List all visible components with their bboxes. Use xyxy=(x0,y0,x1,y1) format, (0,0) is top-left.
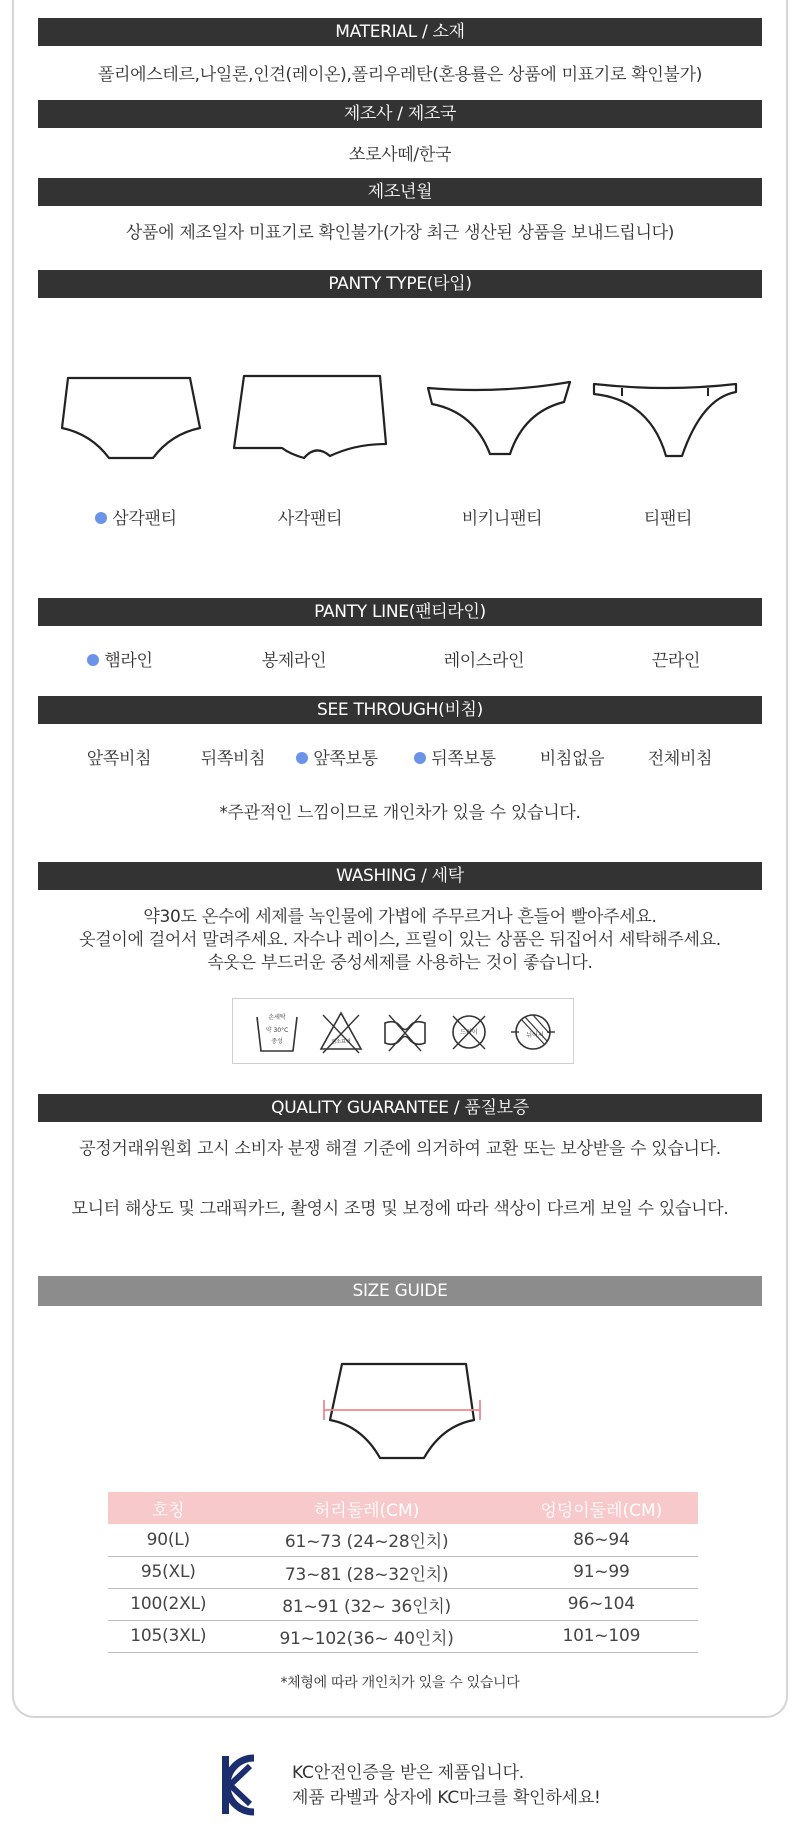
hand-wash-temp: 약 30°C xyxy=(265,1027,289,1034)
see-through-option-front: 앞쪽비침 xyxy=(86,749,152,769)
hip-cell: 86~94 xyxy=(505,1524,698,1556)
no-dry-clean-label: 드라이 xyxy=(460,1029,478,1036)
hip-cell: 101~109 xyxy=(505,1620,698,1652)
size-table-header-hip: 엉덩이둘레(CM) xyxy=(505,1492,698,1524)
panty-type-option-t-back: 티팬티 xyxy=(643,509,693,529)
washing-line-2: 옷걸이에 걸어서 말려주세요. 자수나 레이스, 프릴이 있는 상품은 뒤집어서 세탁해주세요. xyxy=(79,930,721,950)
size-cell: 95(XL) xyxy=(108,1556,229,1588)
material-header: MATERIAL / 소재 xyxy=(38,18,762,46)
panty-line-option-hem: 햄라인 xyxy=(60,646,180,671)
see-through-note: *주관적인 느낌이므로 개인차가 있을 수 있습니다. xyxy=(219,803,581,823)
no-bleach-label: 염소표백 xyxy=(331,1039,351,1045)
panty-line-option-lace: 레이스라인 xyxy=(443,651,525,671)
manufacture-date-text: 상품에 제조일자 미표기로 확인불가(가장 최근 생산된 상품을 보내드립니다) xyxy=(125,223,675,243)
size-cell: 100(2XL) xyxy=(108,1588,229,1620)
panty-type-header: PANTY TYPE(타입) xyxy=(38,270,762,298)
size-guide-header: SIZE GUIDE xyxy=(38,1276,762,1306)
no-wring-icon xyxy=(381,1009,429,1055)
size-table-header-waist: 허리둘레(CM) xyxy=(229,1492,505,1524)
boxer-panty-icon xyxy=(230,372,390,464)
kc-line-1: KC안전인증을 받은 제품입니다. xyxy=(292,1763,524,1783)
size-measure-illustration xyxy=(318,1360,486,1464)
brief-panty-icon xyxy=(56,372,206,462)
waist-cell: 81~91 (32~ 36인치) xyxy=(229,1588,505,1620)
hand-wash-label: 손세탁 xyxy=(268,1014,286,1021)
t-back-panty-icon xyxy=(592,382,742,462)
table-row xyxy=(108,1620,698,1652)
table-row xyxy=(108,1524,698,1556)
see-through-option-none: 비침없음 xyxy=(539,749,605,769)
kc-mark-text: KC xyxy=(220,1752,222,1753)
size-cell: 90(L) xyxy=(108,1524,229,1556)
no-dry-clean-icon xyxy=(445,1009,493,1055)
see-through-option-back-normal: 뒤쪽보통 xyxy=(400,744,510,769)
no-tumble-dry-icon xyxy=(509,1009,557,1055)
panty-type-option-boxer: 사각팬티 xyxy=(277,509,343,529)
size-table xyxy=(108,1492,698,1653)
kc-line-2: 제품 라벨과 상자에 KC마크를 확인하세요! xyxy=(292,1788,601,1808)
no-bleach-icon xyxy=(317,1009,365,1055)
bikini-panty-icon xyxy=(424,380,574,460)
waist-cell: 61~73 (24~28인치) xyxy=(229,1524,505,1556)
washing-icons-panel xyxy=(232,998,574,1064)
washing-header: WASHING / 세탁 xyxy=(38,862,762,890)
washing-line-1: 약30도 온수에 세제를 녹인물에 가볍에 주무르거나 흔들어 빨아주세요. xyxy=(143,907,657,927)
panty-line-option-sewn: 봉제라인 xyxy=(261,651,327,671)
kc-certification-logo xyxy=(220,1752,266,1818)
hand-wash-icon xyxy=(253,1009,301,1055)
table-row xyxy=(108,1556,698,1588)
no-tumble-dry-label: 뉘어서 xyxy=(526,1032,544,1039)
size-table-header-size: 호칭 xyxy=(108,1492,229,1524)
maker-header: 제조사 / 제조국 xyxy=(38,100,762,128)
washing-line-3: 속옷은 부드러운 중성세제를 사용하는 것이 좋습니다. xyxy=(207,953,593,973)
selected-dot-icon xyxy=(296,752,308,764)
maker-text: 쏘로사떼/한국 xyxy=(348,145,452,165)
material-text: 폴리에스테르,나일론,인견(레이온),폴리우레탄(혼용률은 상품에 미표기로 확인불가) xyxy=(97,65,703,85)
panty-line-header: PANTY LINE(팬티라인) xyxy=(38,598,762,626)
see-through-option-back: 뒤쪽비침 xyxy=(200,749,266,769)
quality-header: QUALITY GUARANTEE / 품질보증 xyxy=(38,1094,762,1122)
waist-cell: 73~81 (28~32인치) xyxy=(229,1556,505,1588)
size-guide-note: *체형에 따라 개인치가 있을 수 있습니다 xyxy=(280,1675,520,1691)
see-through-option-full: 전체비침 xyxy=(647,749,713,769)
waist-cell: 91~102(36~ 40인치) xyxy=(229,1620,505,1652)
see-through-header: SEE THROUGH(비침) xyxy=(38,696,762,724)
panty-type-option-bikini: 비키니팬티 xyxy=(461,509,543,529)
quality-text-2: 모니터 해상도 및 그래픽카드, 촬영시 조명 및 보정에 따라 색상이 다르게 보일 수 있습니다. xyxy=(71,1199,729,1219)
panty-type-option-brief: 삼각팬티 xyxy=(76,504,196,529)
selected-dot-icon xyxy=(87,654,99,666)
table-row xyxy=(108,1588,698,1620)
see-through-option-front-normal: 앞쪽보통 xyxy=(282,744,392,769)
hip-cell: 91~99 xyxy=(505,1556,698,1588)
quality-text-1: 공정거래위원회 고시 소비자 분쟁 해결 기준에 의거하여 교환 또는 보상받을 수 있습니다. xyxy=(79,1139,721,1159)
hand-wash-detergent: 중성 xyxy=(271,1038,283,1045)
selected-dot-icon xyxy=(95,512,107,524)
manufacture-date-header: 제조년월 xyxy=(38,178,762,206)
selected-dot-icon xyxy=(414,752,426,764)
panty-line-option-string: 끈라인 xyxy=(651,651,701,671)
hip-cell: 96~104 xyxy=(505,1588,698,1620)
size-cell: 105(3XL) xyxy=(108,1620,229,1652)
size-table-header-row xyxy=(108,1492,698,1524)
